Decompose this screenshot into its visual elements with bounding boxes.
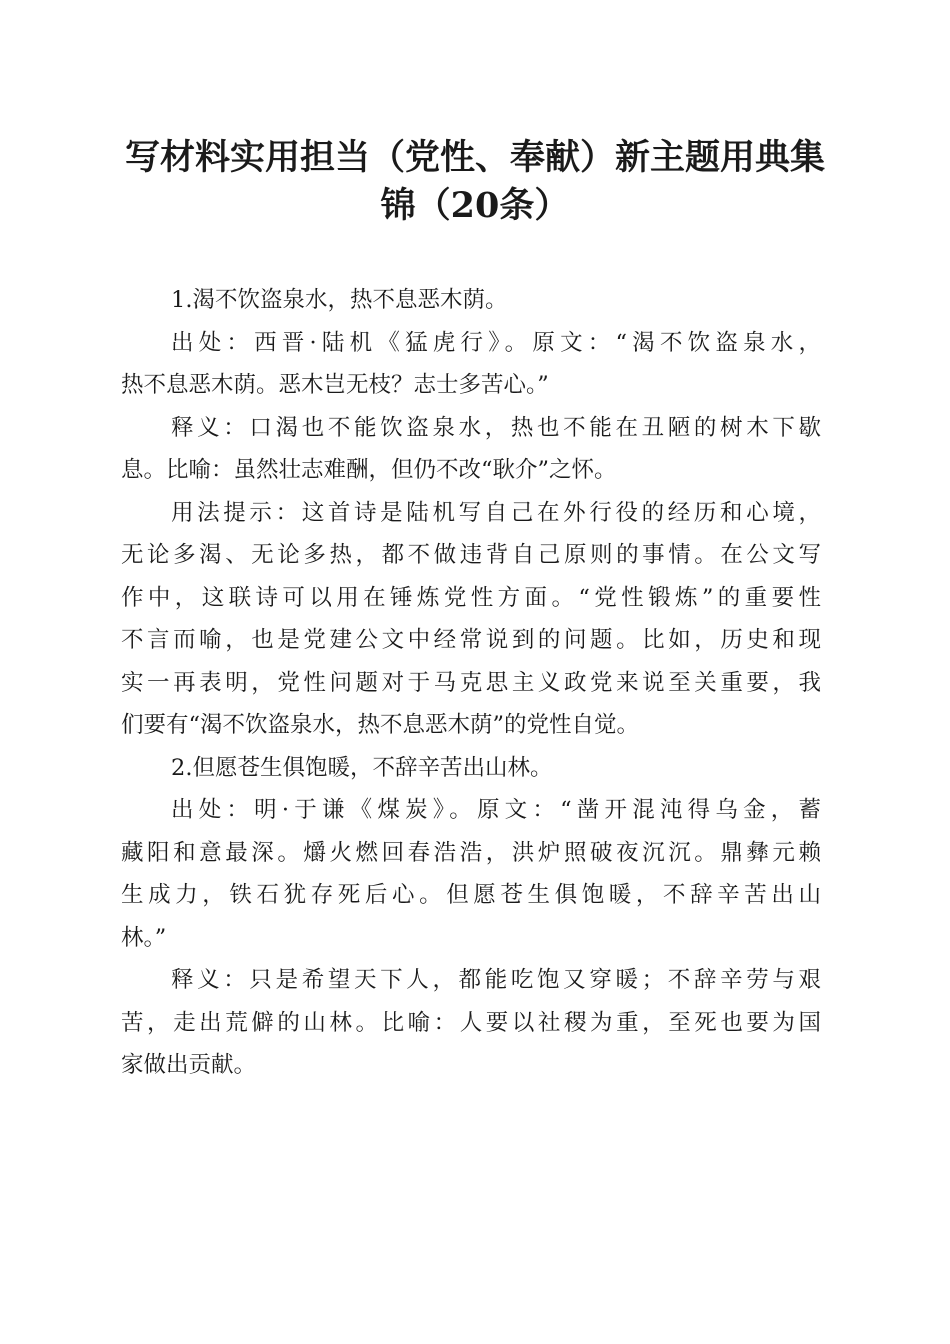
paragraph-item-2-heading [121,747,821,790]
text-line: 释义：口渴也不能饮盗泉水，热也不能在丑陋的树木下歇 [171,414,821,441]
paragraph-item-1-meaning [121,407,821,492]
text-line: 热不息恶木荫。恶木岂无枝？志士多苦心。” [121,372,549,398]
text-line: 林。” [121,924,167,951]
paragraph-item-1-usage [121,492,821,747]
text-line: 作中，这联诗可以用在锤炼党性方面。“党性锻炼”的重要性 [121,584,821,611]
paragraph-item-1-source [121,322,821,407]
text-line: 家做出贡献。 [121,1052,257,1078]
paragraph-item-1-heading [121,279,821,322]
text-line: 2.但愿苍生俱饱暖，不辞辛苦出山林。 [171,754,553,781]
text-line: 实一再表明，党性问题对于马克思主义政党来说至关重要，我 [121,669,821,696]
title-line-1: 写材料实用担当（党性、奉献）新主题用典集 [124,137,825,178]
paragraph-item-2-source [121,789,821,959]
text-line: 苦，走出荒僻的山林。比喻：人要以社稷为重，至死也要为国 [121,1009,821,1036]
text-line: 出处：明·于谦《煤炭》。原文：“凿开混沌得乌金，蓄 [171,797,821,823]
text-line: 释义：只是希望天下人，都能吃饱又穿暖；不辞辛劳与艰 [171,967,821,993]
paragraph-item-2-meaning [121,959,821,1087]
text-line: 息。比喻：虽然壮志难酬，但仍不改“耿介”之怀。 [121,457,617,483]
text-line: 用法提示：这首诗是陆机写自己在外行役的经历和心境， [171,499,821,526]
text-line: 不言而喻，也是党建公文中经常说到的问题。比如，历史和现 [121,627,821,653]
text-line: 生成力，铁石犹存死后心。但愿苍生俱饱暖，不辞辛苦出山 [121,882,821,908]
title-line-2: 锦（20条） [380,185,570,226]
text-line: 1.渴不饮盗泉水，热不息恶木荫。 [171,287,508,313]
text-line: 出处：西晋·陆机《猛虎行》。原文：“渴不饮盗泉水， [171,329,821,356]
text-line: 藏阳和意最深。爝火燃回春浩浩，洪炉照破夜沉沉。鼎彝元赖 [121,839,821,866]
document-body [121,279,821,1087]
text-line: 无论多渴、无论多热，都不做违背自己原则的事情。在公文写 [121,542,821,568]
text-line: 们要有“渴不饮盗泉水，热不息恶木荫”的党性自觉。 [121,712,640,738]
page-title [110,134,840,230]
